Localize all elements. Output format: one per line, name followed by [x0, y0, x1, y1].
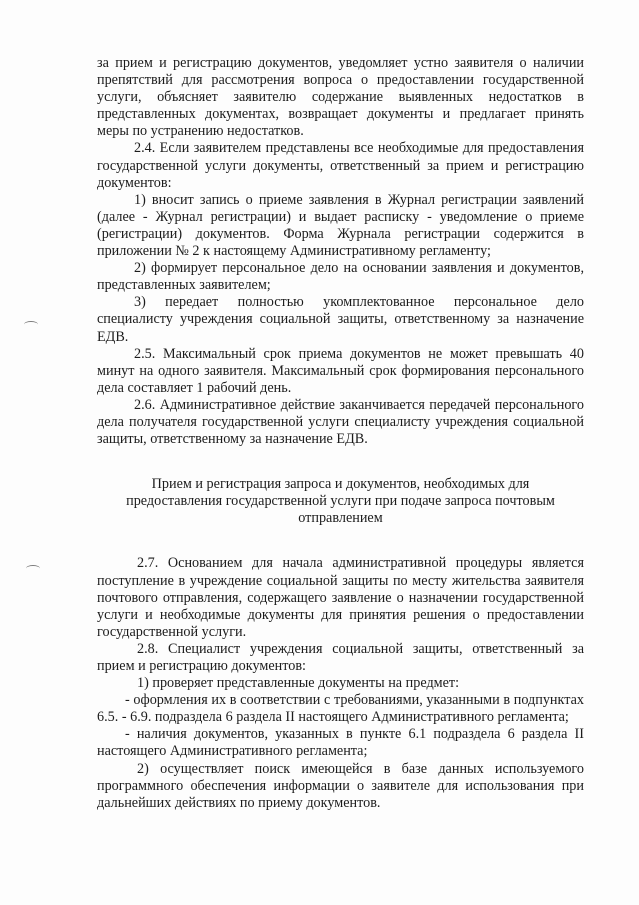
paragraph-2-8-item-1-a: - оформления их в соответствии с требованиями, указанными в подпунктах 6.5. - 6.9. подраздела 6 раздела II настоящего Административного регламента;	[97, 692, 584, 726]
paragraph-2-7: 2.7. Основанием для начала административной процедуры является поступление в учреждение социальной защиты по месту жительства заявителя почтового отправления, содержащего заявление о назначении государственной услуги и необходимые документы для принятия решения о предоставлении государственной услуги.	[97, 555, 584, 640]
paragraph-2-8-item-2: 2) осуществляет поиск имеющейся в базе данных используемого программного обеспечения информации о заявителе для использования при дальнейших действиях по приему документов.	[97, 760, 584, 811]
section-heading: Прием и регистрация запроса и документов, необходимых для предоставления государственной услуги при подаче запроса почтовым отправлением	[126, 476, 555, 527]
paragraph-continuation: за прием и регистрацию документов, уведомляет устно заявителя о наличии препятствий для рассмотрения вопроса о предоставлении государственной услуги, объясняет заявителю содержание выявленных недостатков в представленных документах, возвращает документы и предлагает принять меры по устранению недостатков.	[97, 55, 584, 140]
paragraph-2-6: 2.6. Административное действие заканчивается передачей персонального дела получателя государственной услуги специалисту учреждения социальной защиты, ответственному за назначение ЕДВ.	[97, 396, 584, 448]
document-body	[97, 55, 584, 812]
paragraph-2-5: 2.5. Максимальный срок приема документов не может превышать 40 минут на одного заявителя. Максимальный срок формирования персонального дела составляет 1 рабочий день.	[97, 345, 584, 396]
paragraph-2-4-item-1: 1) вносит запись о приеме заявления в Журнал регистрации заявлений (далее - Журнал регистрации) и выдает расписку - уведомление о приеме (регистрации) документов. Форма Журнала регистрации содержится в приложении № 2 к настоящему Административному регламенту;	[97, 191, 584, 260]
paragraph-2-4-item-2: 2) формирует персональное дело на основании заявления и документов, представленных заявителем;	[97, 260, 584, 294]
paragraph-2-4: 2.4. Если заявителем представлены все необходимые для предоставления государственной услуги документы, ответственный за прием и регистрацию документов:	[97, 140, 584, 191]
paragraph-2-8: 2.8. Специалист учреждения социальной защиты, ответственный за прием и регистрацию документов:	[97, 640, 584, 674]
paragraph-2-8-item-1: 1) проверяет представленные документы на предмет:	[137, 675, 460, 692]
margin-mark-bottom	[26, 565, 40, 572]
margin-mark-top	[24, 321, 38, 328]
paragraph-2-8-item-1-b: - наличия документов, указанных в пункте 6.1 подраздела 6 раздела II настоящего Административного регламента;	[97, 726, 584, 760]
paragraph-2-4-item-3: 3) передает полностью укомплектованное персональное дело специалисту учреждения социальной защиты, ответственному за назначение ЕДВ.	[97, 294, 584, 345]
